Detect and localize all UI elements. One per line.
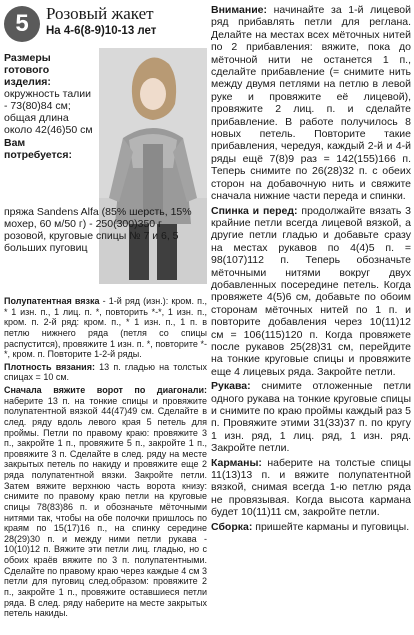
attention-heading: Внимание: xyxy=(211,4,267,16)
sizes-text: окружность талии - 73(80)84 см; общая длина около 42(46)50 см xyxy=(4,88,93,136)
materials-text: пряжа Sandens Alfa (85% шерсть, 15% мохер, 60 м/50 г) - 250(300)350 г розовой, круговые спицы № 7 и 6, 5 больших пуговиц xyxy=(4,206,192,254)
density-heading: Плотность вязания: xyxy=(4,361,95,372)
sizes-block xyxy=(4,52,96,161)
pattern-title: Розовый жакет xyxy=(46,4,154,23)
pattern-text: - 1-й ряд (изн.): кром. п., * 1 изн. п., 1 лиц. п. *, повторить *-*, 1 изн. п., кром. п. 2-й ряд: кром. п., * 1 изн. п., 1 п. в петлю нижнего ряда (петля со спицы распустится), провяжите 1 изн. п. *, повторите *-*, кром. п. Повторите 1-2-й ряды. xyxy=(4,296,207,360)
sleeves-section xyxy=(211,380,411,454)
left-column xyxy=(4,4,207,619)
body-section xyxy=(211,205,411,379)
pattern-heading: Полупатентная вязка xyxy=(4,296,100,306)
assembly-section xyxy=(211,521,411,533)
pattern-age-range: На 4-6(8-9)10-13 лет xyxy=(46,25,157,37)
pattern-header xyxy=(4,4,207,48)
attention-text: начинайте за 1-й лицевой ряд прибавлять петли для реглана. Делайте на местах всех мёточных нитей по 2 прибавления: вяжите, пока до мёточной нити не останется 1 п., сделайте прибавление (= снимите нить между двумя петлями на петлю в левой руке и провяжите её лицевой), провяжите 2 лиц. п. и сделайте прибавление. В работе получилось 8 новых петель. Повторите такие прибавления, чередуя, каждый 2-й и 4-й ряды ещё 7(8)9 раз = 142(155)166 п. Теперь снимите по 26(28)32 п. с обеих сторон на добавочную нить и свяжите сначала нижние части переда и спинки. xyxy=(211,4,411,203)
materials-heading: Вам потребуется: xyxy=(4,137,72,161)
density-text: 13 п. гладью на толстых спицах = 10 см. xyxy=(4,361,207,383)
body-heading: Спинка и перед: xyxy=(211,204,298,217)
pockets-section xyxy=(211,457,411,519)
collar-text: наберите 13 п. на тонкие спицы и провяжите полупатентной вязкой 44(47)49 см. Сделайте в след. ряду вдоль левого края 5 петель для проймы. Петли по правому краю: провяжите 3 п., закройте 1 п., провяжите 5 п., закройте 1 п., провяжите 3 п. Сделайте в след. ряду на месте закрытых петель по накиду и провяжите еще 2 ряда полупатентной вязки. Закройте петли. Затем вяжите верхнюю часть ворота книзу: снимите по правому краю петли на круговые спицы 78(83)86 п. и обозначьте мёточными нитями так, чтобы на обе полочки пришлось по краям по 15(17)16 п., на спинку середине 28(29)30 п. и между ними петли рукава - 10(10)12 п. Вяжите эти петли лиц. гладью, но с обоих краёв вяжите по 3 п. полупатентными. Сделайте по правому краю через каждые 4 см 3 петли для пуговиц след.образом: провяжите 2 п., закройте 1 п., провяжите оставшиеся петли ряда. В след. ряду наберите на месте закрытых петель накиды. xyxy=(4,395,207,619)
density-section xyxy=(4,362,207,383)
pockets-text: наберите на толстые спицы 11(13)13 п. и вяжите полупатентной вязкой, снимая всегда 1-ю петлю ряда не провязывая. Когда высота кармана будет 10(11)11 см, закройте петли. xyxy=(211,456,412,519)
pattern-number-badge: 5 xyxy=(4,6,40,42)
assembly-heading: Сборка: xyxy=(211,520,253,533)
body-text: продолжайте вязать 3 крайние петли всегда лицевой вязкой, а другие петли гладью и добавьте сразу на местах рукавов по 4(4)5 п. = 98(107)112 п. Теперь обозначьте мёточными нитями вокруг двух добавленных посередине петель. Когда провяжете 4(5)6 см, добавьте по обоим сторонам мёточных нитей по 1 п. и повторите добавления через 10(11)12 см = 106(115)120 п. Когда провяжете после рукавов 25(28)31 см, перейдите на тонкие круговые спицы и провяжите еще 4 лицевых ряда. Закройте петли. xyxy=(211,204,412,378)
sleeves-text: снимите отложенные петли одного рукава на тонкие круговые спицы и снимите по краю проймы каждый раз 5 п. Провяжите этими 31(33)37 п. по кругу 1 изн. ряд, 1 лиц. ряд, 1 изн. ряд. Закройте петли. xyxy=(211,380,411,455)
assembly-text: пришейте карманы и пуговицы. xyxy=(255,520,410,533)
right-column xyxy=(211,4,411,533)
collar-heading: Сначала вяжите ворот по диагонали: xyxy=(4,385,207,395)
intro-block xyxy=(4,52,207,294)
sizes-heading: Размеры готового изделия: xyxy=(4,52,51,88)
pattern-section xyxy=(4,296,207,360)
sleeves-heading: Рукава: xyxy=(211,380,251,393)
pockets-heading: Карманы: xyxy=(211,456,262,469)
header-text xyxy=(46,4,156,39)
collar-section xyxy=(4,385,207,619)
attention-section xyxy=(211,4,411,203)
